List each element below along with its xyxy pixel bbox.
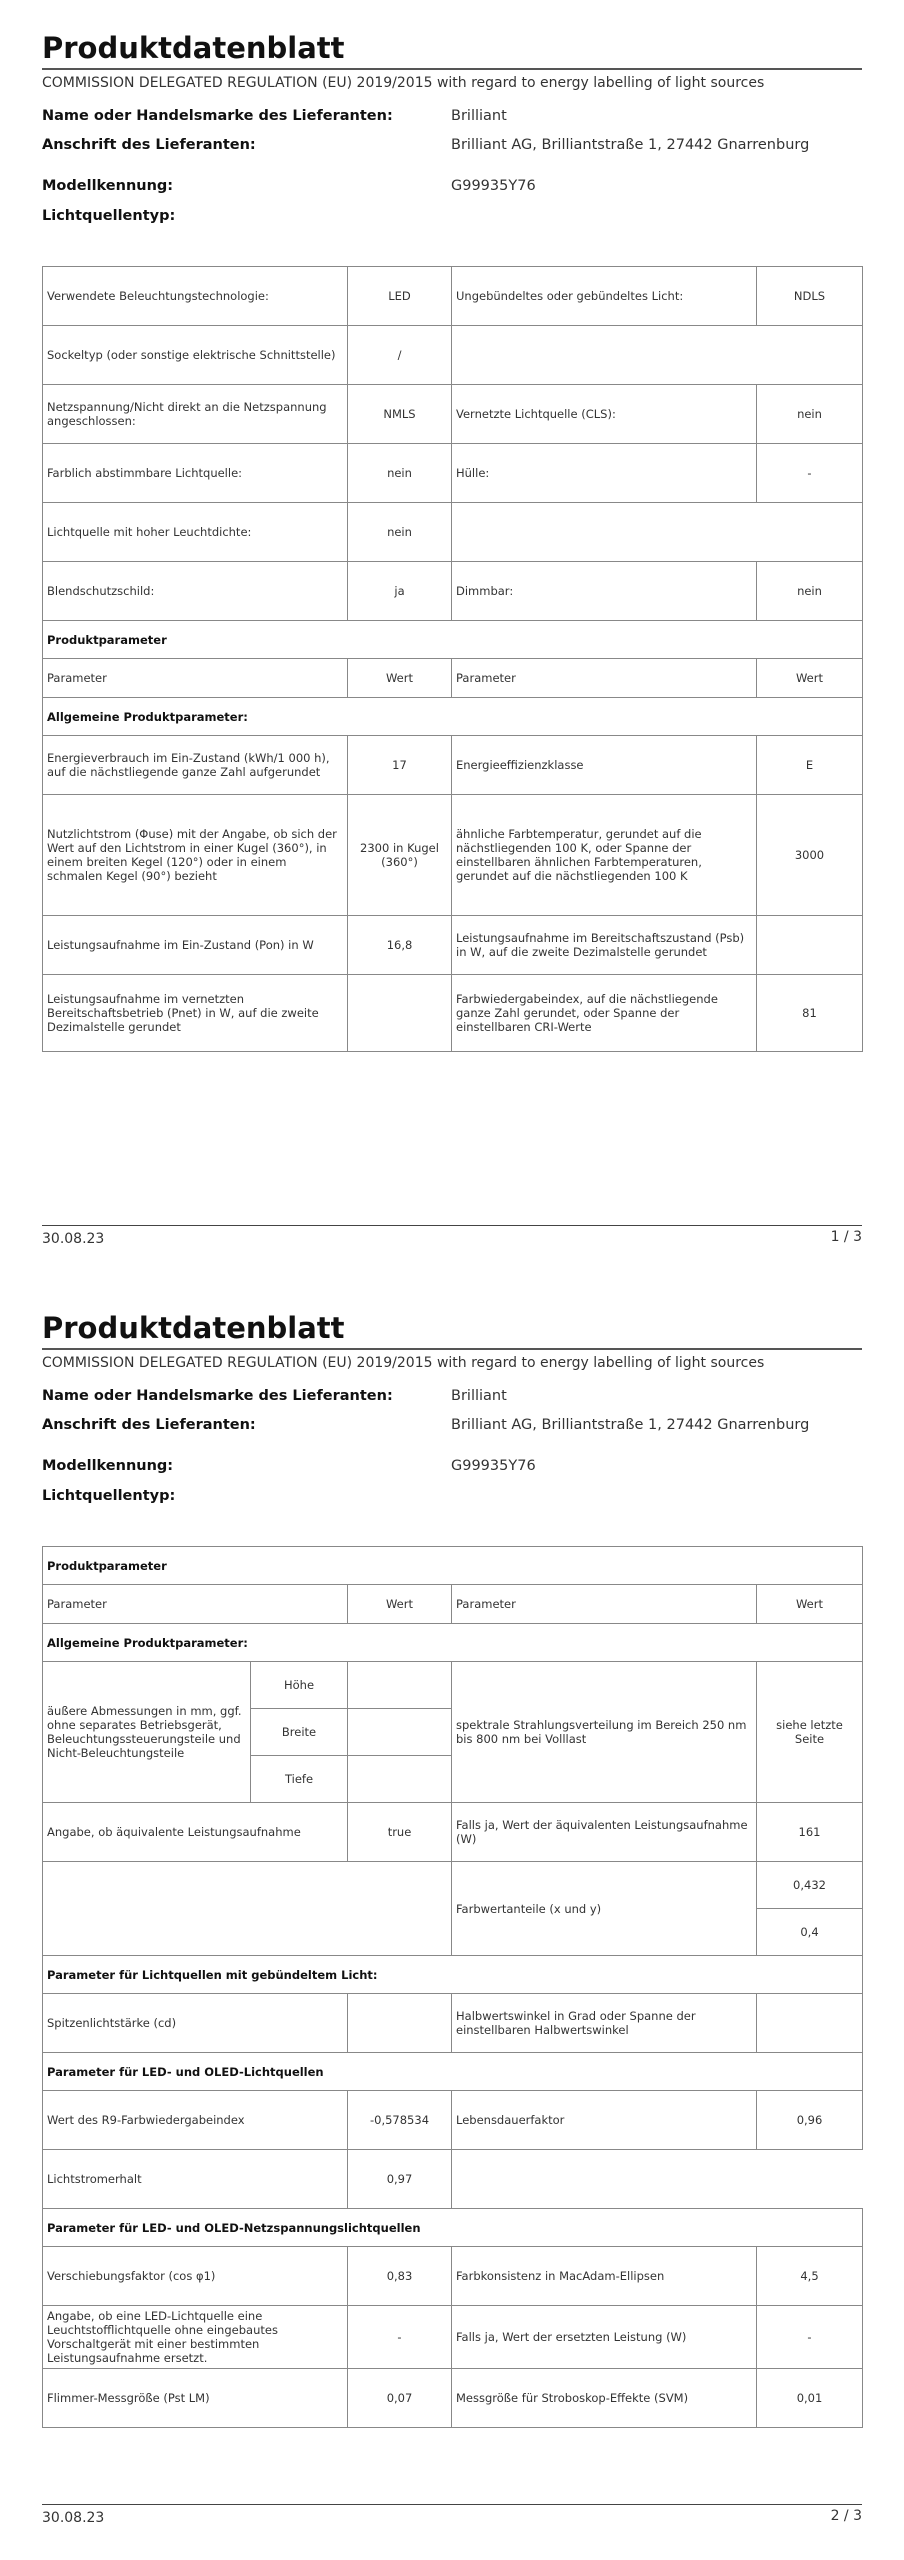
table-cell: 3000 [757, 795, 863, 916]
supplier-info [42, 102, 862, 232]
table-row [43, 916, 863, 975]
table-cell: Lichtquelle mit hoher Leuchtdichte: [43, 503, 348, 562]
spectral-value: siehe letzte Seite [757, 1662, 863, 1803]
page-1 [42, 30, 862, 1034]
section-header: Allgemeine Produktparameter: [43, 698, 863, 736]
table-cell: / [348, 326, 452, 385]
table-cell: Vernetzte Lichtquelle (CLS): [452, 385, 757, 444]
column-header: Parameter [452, 659, 757, 698]
table-cell: 0,07 [348, 2369, 452, 2428]
table-cell: Spitzenlichtstärke (cd) [43, 1994, 348, 2053]
table-cell [757, 1994, 863, 2053]
table-cell: Verwendete Beleuchtungstechnologie: [43, 267, 348, 326]
footer-page-number: 2 / 3 [830, 2508, 862, 2524]
table-cell: LED [348, 267, 452, 326]
table-row [43, 1994, 863, 2053]
table-cell: Ungebündeltes oder gebündeltes Licht: [452, 267, 757, 326]
table-cell [348, 1994, 452, 2053]
supplier-value: Brilliant [451, 108, 507, 124]
table-cell: nein [348, 444, 452, 503]
footer-divider [42, 2504, 862, 2505]
table-row [43, 2306, 863, 2369]
model-label: Modellkennung: [42, 1458, 174, 1474]
table-cell: nein [348, 503, 452, 562]
dimension-height-value [348, 1662, 452, 1709]
table-cell: E [757, 736, 863, 795]
section-row [43, 1956, 863, 1994]
footer-divider [42, 1225, 862, 1226]
table-cell: Farbwiedergabeindex, auf die nächstliegende ganze Zahl gerundet, oder Spanne der einstellbaren CRI-Werte [452, 975, 757, 1052]
product-table-1 [42, 266, 863, 1052]
address-label: Anschrift des Lieferanten: [42, 137, 256, 153]
table-cell: ähnliche Farbtemperatur, gerundet auf die nächstliegenden 100 K, oder Spanne der einstellbaren ähnlichen Farbtemperaturen, gerundet auf die nächstliegenden 100 K [452, 795, 757, 916]
table-cell: Leistungsaufnahme im vernetzten Bereitschaftsbetrieb (Pnet) in W, auf die zweite Dezimalstelle gerundet [43, 975, 348, 1052]
page-2 [42, 1310, 862, 2405]
type-label: Lichtquellentyp: [42, 1488, 176, 1504]
page-title: Produktdatenblatt [42, 31, 345, 65]
section-row [43, 1624, 863, 1662]
table-cell: -0,578534 [348, 2091, 452, 2150]
table-cell: Angabe, ob eine LED-Lichtquelle eine Leuchtstofflichtquelle ohne eingebautes Vorschaltgerät mit einer bestimmten Leistungsaufnahme ersetzt. [43, 2306, 348, 2369]
column-header: Wert [348, 1585, 452, 1624]
product-table-2 [42, 1546, 863, 2428]
table-cell: NDLS [757, 267, 863, 326]
table-row [43, 2369, 863, 2428]
table-cell: Sockeltyp (oder sonstige elektrische Schnittstelle) [43, 326, 348, 385]
table-cell: - [348, 2306, 452, 2369]
section-row [43, 2053, 863, 2091]
blank-cell [452, 2150, 863, 2209]
table-cell: Lebensdauerfaktor [452, 2091, 757, 2150]
page-footer-2 [42, 2504, 862, 2526]
address-value: Brilliant AG, Brilliantstraße 1, 27442 Gnarrenburg [451, 1417, 810, 1433]
dimension-height-label: Höhe [251, 1662, 348, 1709]
table-row [43, 2091, 863, 2150]
table-cell: Angabe, ob äquivalente Leistungsaufnahme [43, 1803, 348, 1862]
supplier-label: Name oder Handelsmarke des Lieferanten: [42, 108, 393, 124]
table-cell: Halbwertswinkel in Grad oder Spanne der einstellbaren Halbwertswinkel [452, 1994, 757, 2053]
column-header: Parameter [452, 1585, 757, 1624]
table-cell [757, 916, 863, 975]
dimension-depth-label: Tiefe [251, 1756, 348, 1803]
table-row [43, 2247, 863, 2306]
table-cell: 81 [757, 975, 863, 1052]
table-cell: Farbkonsistenz in MacAdam-Ellipsen [452, 2247, 757, 2306]
page-footer-1 [42, 1225, 862, 1247]
address-value: Brilliant AG, Brilliantstraße 1, 27442 Gnarrenburg [451, 137, 810, 153]
table-cell: Hülle: [452, 444, 757, 503]
regulation-subtitle: COMMISSION DELEGATED REGULATION (EU) 2019/2015 with regard to energy labelling of light sources [42, 75, 765, 91]
table-cell: - [757, 444, 863, 503]
table-row [43, 1803, 863, 1862]
title-divider [42, 68, 862, 70]
section-header: Produktparameter [43, 1547, 863, 1585]
dimensions-label: äußere Abmessungen in mm, ggf. ohne separates Betriebsgerät, Beleuchtungssteuerungsteile und Nicht-Beleuchtungsteile [43, 1662, 251, 1803]
table-row [43, 562, 863, 621]
table-cell: Leistungsaufnahme im Ein-Zustand (Pon) in W [43, 916, 348, 975]
blank-cell [43, 1862, 452, 1956]
section-header: Parameter für LED- und OLED-Lichtquellen [43, 2053, 863, 2091]
table-cell: Wert des R9-Farbwiedergabeindex [43, 2091, 348, 2150]
table-row [43, 795, 863, 916]
table-cell: Leistungsaufnahme im Bereitschaftszustand (Psb) in W, auf die zweite Dezimalstelle gerundet [452, 916, 757, 975]
type-label: Lichtquellentyp: [42, 208, 176, 224]
footer-date: 30.08.23 [42, 2510, 105, 2526]
chroma-x-value: 0,432 [757, 1862, 863, 1909]
section-row [43, 698, 863, 736]
section-row [43, 1547, 863, 1585]
table-cell: ja [348, 562, 452, 621]
column-header: Parameter [43, 659, 348, 698]
table-cell: Dimmbar: [452, 562, 757, 621]
table-cell: nein [757, 385, 863, 444]
table-row [43, 326, 863, 385]
column-header: Wert [757, 1585, 863, 1624]
table-cell: - [757, 2306, 863, 2369]
dimension-width-value [348, 1709, 452, 1756]
section-header: Parameter für Lichtquellen mit gebündeltem Licht: [43, 1956, 863, 1994]
table-cell: Energieverbrauch im Ein-Zustand (kWh/1 000 h), auf die nächstliegende ganze Zahl aufgerundet [43, 736, 348, 795]
page-title: Produktdatenblatt [42, 1311, 345, 1345]
chroma-label: Farbwertanteile (x und y) [452, 1862, 757, 1956]
supplier-info [42, 1382, 862, 1512]
column-header: Wert [757, 659, 863, 698]
table-cell: Blendschutzschild: [43, 562, 348, 621]
supplier-value: Brilliant [451, 1388, 507, 1404]
table-row [43, 444, 863, 503]
table-cell: true [348, 1803, 452, 1862]
table-cell: nein [757, 562, 863, 621]
table-cell: Netzspannung/Nicht direkt an die Netzspannung angeschlossen: [43, 385, 348, 444]
section-row [43, 621, 863, 659]
model-label: Modellkennung: [42, 178, 174, 194]
table-row [43, 2150, 863, 2209]
table-cell: NMLS [348, 385, 452, 444]
table-cell: Messgröße für Stroboskop-Effekte (SVM) [452, 2369, 757, 2428]
table-cell: 17 [348, 736, 452, 795]
section-header: Parameter für LED- und OLED-Netzspannungslichtquellen [43, 2209, 863, 2247]
supplier-label: Name oder Handelsmarke des Lieferanten: [42, 1388, 393, 1404]
table-cell: Nutzlichtstrom (Φuse) mit der Angabe, ob sich der Wert auf den Lichtstrom in einer Kugel (360°), in einem breiten Kegel (120°) oder in einem schmalen Kegel (90°) bezieht [43, 795, 348, 916]
section-header: Allgemeine Produktparameter: [43, 1624, 863, 1662]
table-cell: Energieeffizienzklasse [452, 736, 757, 795]
table-row [43, 385, 863, 444]
header-row [43, 1585, 863, 1624]
chroma-y-value: 0,4 [757, 1909, 863, 1956]
table-cell: 0,97 [348, 2150, 452, 2209]
spectral-label: spektrale Strahlungsverteilung im Bereich 250 nm bis 800 nm bei Volllast [452, 1662, 757, 1803]
table-row [43, 1862, 863, 1909]
table-cell: Flimmer-Messgröße (Pst LM) [43, 2369, 348, 2428]
table-cell [452, 326, 863, 385]
table-row [43, 736, 863, 795]
dimension-depth-value [348, 1756, 452, 1803]
table-row [43, 975, 863, 1052]
table-cell: Falls ja, Wert der ersetzten Leistung (W) [452, 2306, 757, 2369]
model-value: G99935Y76 [451, 178, 536, 194]
table-cell: 0,96 [757, 2091, 863, 2150]
section-row [43, 2209, 863, 2247]
table-cell: 161 [757, 1803, 863, 1862]
dimension-width-label: Breite [251, 1709, 348, 1756]
table-cell: 0,83 [348, 2247, 452, 2306]
header-row [43, 659, 863, 698]
regulation-subtitle: COMMISSION DELEGATED REGULATION (EU) 2019/2015 with regard to energy labelling of light sources [42, 1355, 765, 1371]
column-header: Parameter [43, 1585, 348, 1624]
table-cell [452, 503, 863, 562]
table-cell: Lichtstromerhalt [43, 2150, 348, 2209]
table-row [43, 1662, 863, 1709]
table-row [43, 267, 863, 326]
model-value: G99935Y76 [451, 1458, 536, 1474]
table-row [43, 503, 863, 562]
table-cell: 2300 in Kugel (360°) [348, 795, 452, 916]
table-cell: Falls ja, Wert der äquivalenten Leistungsaufnahme (W) [452, 1803, 757, 1862]
table-cell: 16,8 [348, 916, 452, 975]
address-label: Anschrift des Lieferanten: [42, 1417, 256, 1433]
table-cell [348, 975, 452, 1052]
table-cell: Verschiebungsfaktor (cos φ1) [43, 2247, 348, 2306]
title-divider [42, 1348, 862, 1350]
footer-date: 30.08.23 [42, 1231, 105, 1247]
footer-page-number: 1 / 3 [830, 1229, 862, 1245]
table-cell: Farblich abstimmbare Lichtquelle: [43, 444, 348, 503]
table-cell: 0,01 [757, 2369, 863, 2428]
column-header: Wert [348, 659, 452, 698]
table-cell: 4,5 [757, 2247, 863, 2306]
section-header: Produktparameter [43, 621, 863, 659]
